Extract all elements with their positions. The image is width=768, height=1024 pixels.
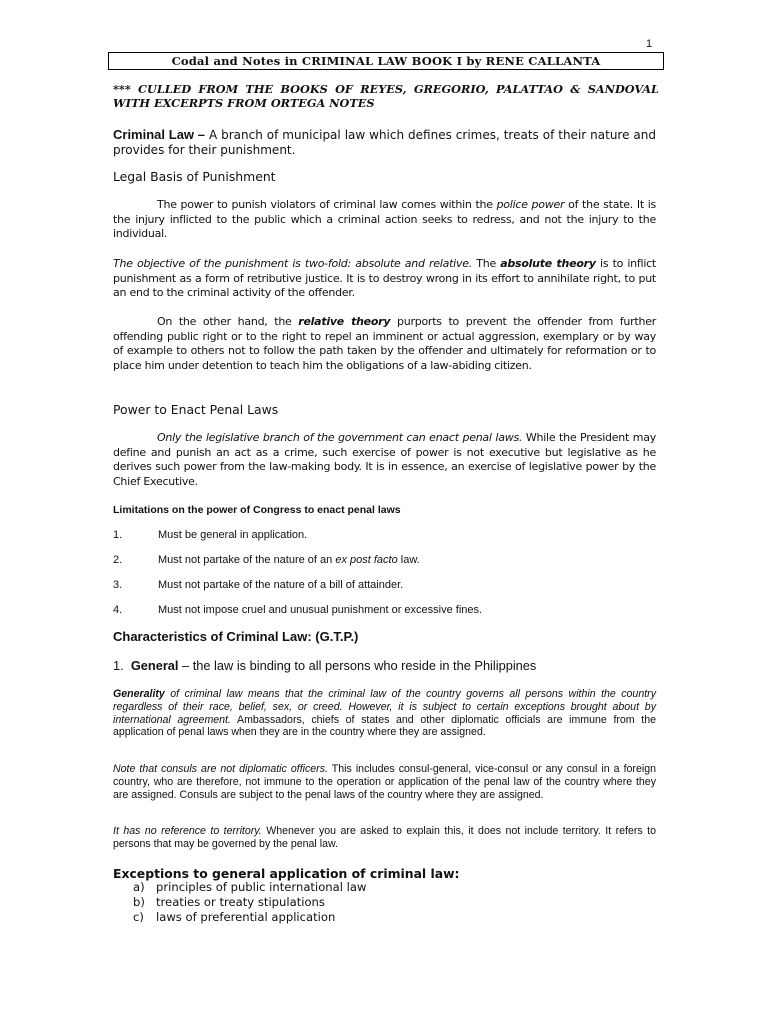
exception-item-b [133, 895, 366, 910]
text-run: While the President may define and punish an act as a crime, such exercise of power is not executive but legislative as he derives such power from the law-making body. It is in essence, an exercise of legislative power by the Chief Executive. [113, 431, 656, 488]
text-run: Ambassadors, chiefs of states and other diplomatic officials are immune from the application of penal laws when they are in the country where they are assigned. [113, 713, 656, 739]
text-run: This includes consul-general, vice-consul or any consul in a foreign country, who are therefore, not immune to the operation or application of the penal law of the country where they are assigned. Consuls are subject to the penal laws of the country where they are assigned. [113, 763, 656, 801]
definition-term: Criminal Law – [113, 127, 206, 142]
legal-basis-heading: Legal Basis of Punishment [113, 169, 276, 184]
exception-item-c [133, 910, 366, 925]
legal-basis-paragraph-3 [113, 315, 656, 373]
two-fold-emphasis: The objective of the punishment is two-fold: absolute and relative. [113, 257, 472, 270]
definition-text: A branch of municipal law which defines crimes, treats of their nature and provides for their punishment. [113, 128, 656, 157]
item-number: 4. [113, 604, 123, 616]
exceptions-list [133, 880, 366, 925]
power-penal-heading: Power to Enact Penal Laws [113, 402, 279, 417]
item-text: Must be general in application. [158, 529, 308, 541]
item-text: laws of preferential application [156, 910, 336, 924]
generality-emphasis: of criminal law means that the criminal law of the country governs all persons within the country regardless of their race, belief, sex, or creed. However, it is subject to certain exceptions brought about by international agreement. [113, 688, 656, 726]
item-number: 1. [113, 658, 124, 673]
item-text: law. [397, 554, 420, 566]
ex-post-facto-emphasis: ex post facto [335, 554, 398, 566]
criminal-law-definition [113, 127, 656, 158]
item-text: Must not impose cruel and unusual punishment or excessive fines. [158, 604, 483, 616]
item-number: 2. [113, 554, 123, 566]
text-run: is to inflict punishment as a form of retributive justice. It is to destroy wrong in its effort to annihilate right, to put an end to the criminal activity of the offender. [113, 257, 656, 300]
item-text: principles of public international law [156, 880, 367, 894]
text-run: The power to punish violators of criminal law comes within the [157, 198, 497, 211]
item-number: 1. [113, 529, 123, 541]
item-number: 3. [113, 579, 123, 591]
consuls-emphasis: Note that consuls are not diplomatic officers. [113, 763, 328, 775]
page-number: 1 [646, 38, 653, 50]
item-text: Must not partake of the nature of an [158, 554, 336, 566]
limitation-item-3 [113, 579, 403, 591]
exception-item-a [133, 880, 366, 895]
power-penal-paragraph [113, 431, 656, 489]
generality-paragraph [113, 688, 656, 739]
police-power-emphasis: police power [496, 198, 565, 211]
text-run: purports to prevent the offender from further offending public right or to the right to repel an imminent or actual aggression, exemplary or by way of example to others not to follow the path taken by the offender and ultimately for reformation or to place him under detention to teach him the obligations of a law-abiding citizen. [113, 315, 657, 372]
legal-basis-paragraph-2 [113, 257, 656, 301]
limitation-item-2 [113, 554, 420, 566]
page-title: Codal and Notes in CRIMINAL LAW BOOK I by RENE CALLANTA [108, 52, 664, 70]
legislative-emphasis: Only the legislative branch of the government can enact penal laws. [157, 431, 523, 444]
limitation-item-4 [113, 604, 482, 616]
general-characteristic [113, 658, 656, 673]
text-run: On the other hand, the [157, 315, 299, 328]
relative-theory-term: relative theory [298, 315, 391, 328]
text-run: Whenever you are asked to explain this, it does not include territory. It refers to persons that may be governed by the penal law. [113, 825, 656, 850]
text-run: The [472, 257, 501, 270]
item-text: treaties or treaty stipulations [156, 895, 325, 909]
item-text: Must not partake of the nature of a bill of attainder. [158, 579, 404, 591]
general-term: General [130, 658, 179, 673]
generality-term: Generality [113, 688, 165, 700]
consuls-paragraph [113, 763, 656, 801]
item-letter: b) [133, 895, 145, 909]
absolute-theory-term: absolute theory [500, 257, 596, 270]
limitation-item-1 [113, 529, 307, 541]
limitations-heading: Limitations on the power of Congress to enact penal laws [113, 504, 401, 516]
item-letter: a) [133, 880, 145, 894]
item-letter: c) [133, 910, 144, 924]
text-run: of the state. It is the injury inflicted to the public which a criminal action seeks to redress, and not the injury to the individual. [113, 198, 657, 241]
legal-basis-paragraph-1 [113, 198, 656, 242]
exceptions-heading: Exceptions to general application of criminal law: [113, 866, 460, 881]
territory-emphasis: It has no reference to territory. [113, 825, 262, 837]
territory-paragraph [113, 825, 656, 851]
item-text: – the law is binding to all persons who reside in the Philippines [178, 658, 537, 673]
source-note: *** CULLED FROM THE BOOKS OF REYES, GREGORIO, PALATTAO & SANDOVAL WITH EXCERPTS FROM ORTEGA NOTES [113, 82, 659, 110]
characteristics-heading: Characteristics of Criminal Law: (G.T.P.) [113, 629, 359, 644]
